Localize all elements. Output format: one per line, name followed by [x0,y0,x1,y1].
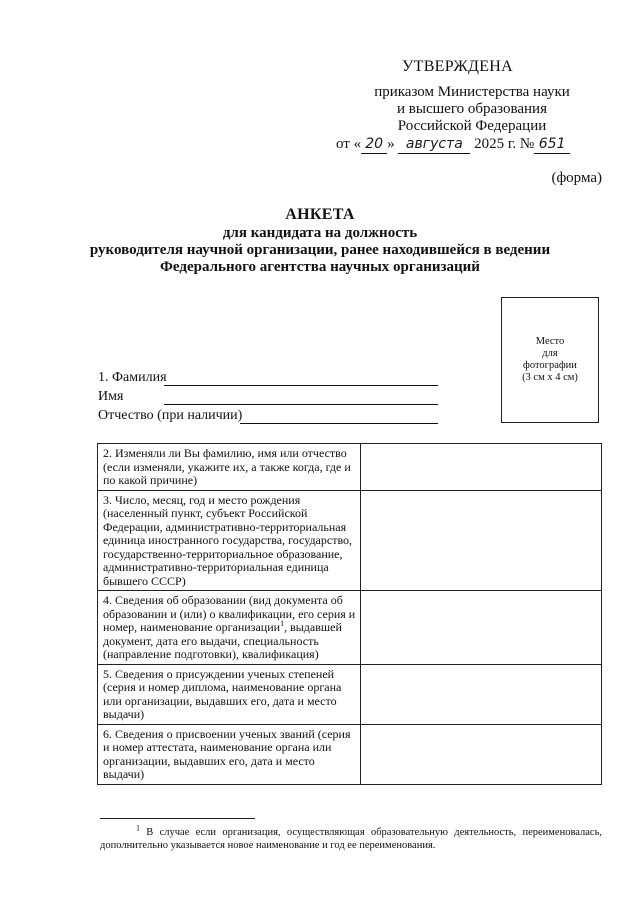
table-row [98,490,602,591]
date-mid: » [387,136,395,152]
heading-title: АНКЕТА [285,206,355,223]
approval-title: УТВЕРЖДЕНА [402,58,514,75]
photo-placeholder [501,297,599,423]
approval-line-1: приказом Министерства науки [374,84,570,100]
question-cell: 6. Сведения о присвоении ученых званий (серия и номер аттестата, наименование органа или организации, выдавших его, дата и место выдачи) [98,724,361,784]
questionnaire-table [97,443,602,785]
date-year: 2025 г. № [474,136,535,152]
question-cell: 3. Число, месяц, год и место рождения (населенный пункт, субъект Российской Федерации, административно-территориальная единица иностранного государства, государство, государственно-территориальное образование, административно-территориальная единица бывшего СССР) [98,490,361,591]
date-prefix: от « [336,136,362,152]
field-name-line[interactable] [164,389,438,405]
field-name-label: Имя [98,389,124,404]
footnote-ref: 1 [280,619,285,628]
footnote-divider [100,818,255,819]
table-row [98,591,602,665]
form-tag: (форма) [551,170,602,186]
photo-label-4: (3 см х 4 см) [522,372,578,383]
approval-line-2: и высшего образования [397,101,547,117]
field-surname-label: 1. Фамилия [98,370,167,385]
document-heading [60,206,580,276]
order-number: 651 [534,136,570,154]
heading-line-3: Федерального агентства научных организаций [160,259,480,275]
answer-cell[interactable] [361,724,602,784]
question-cell: 5. Сведения о присуждении ученых степеней (серия и номер диплома, наименование органа или организации, выдавших его, дата и место выдачи) [98,664,361,724]
answer-cell[interactable] [361,664,602,724]
table-row [98,724,602,784]
answer-cell[interactable] [361,490,602,591]
heading-line-2: руководителя научной организации, ранее находившейся в ведении [89,242,551,258]
question-text-a: 4. Сведения об образовании (вид документа об образовании и (или) о квалификации, его серия и номер, наименование организации [103,593,356,634]
table-row [98,664,602,724]
answer-cell[interactable] [361,444,602,491]
approval-date-line [336,136,600,154]
field-patronymic-line[interactable] [240,408,438,424]
photo-label-1: Место [535,336,565,347]
date-day: 20 [361,136,387,154]
date-month: августа [398,136,470,154]
heading-line-1: для кандидата на должность [222,225,418,241]
question-cell: 2. Изменяли ли Вы фамилию, имя или отчество (если изменяли, укажите их, а также когда, где и по какой причине) [98,444,361,491]
question-cell [98,591,361,665]
table-row [98,444,602,491]
approval-line-3: Российской Федерации [397,118,547,134]
answer-cell[interactable] [361,591,602,665]
question-text-b: , выдавшей документ, дата его выдачи, специальность (направление подготовки), квалификация) [103,620,342,661]
footnote [100,823,602,852]
footnote-text: В случае если организация, осуществляющая образовательную деятельность, переименовалась, дополнительно указывается новое наименование и год ее переименования. [100,827,602,851]
field-surname-line[interactable] [164,370,438,386]
field-patronymic-label: Отчество (при наличии) [98,408,243,423]
footnote-mark: 1 [136,823,140,833]
photo-label-3: фотографии [523,360,577,371]
photo-label-2: для [542,348,558,359]
